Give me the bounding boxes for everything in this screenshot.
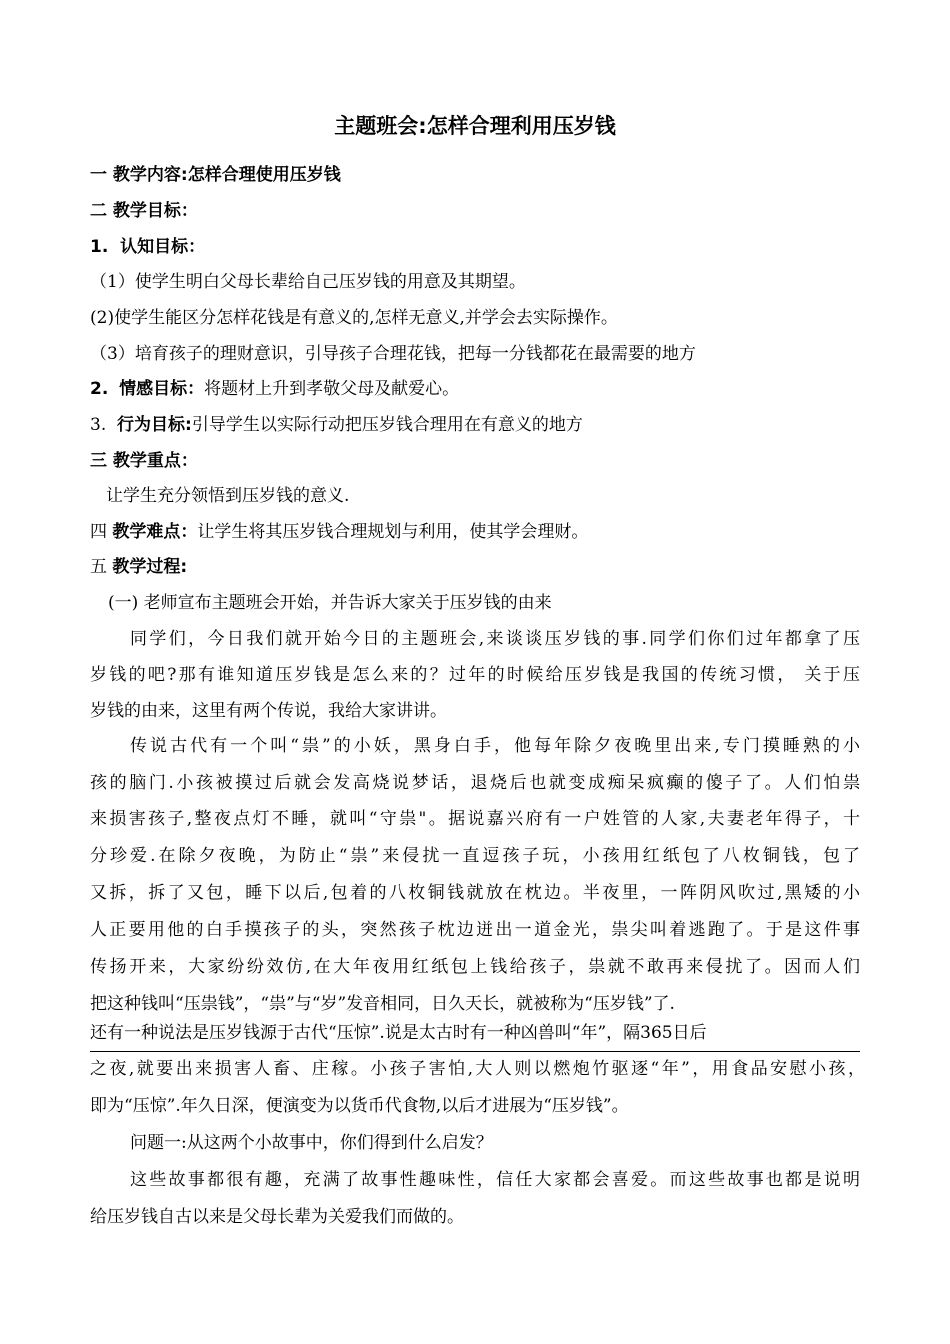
para2-line-4: 分珍爱.在除夕夜晚，为防止“祟”来侵扰一直逗孩子玩，小孩用红纸包了八枚铜钱，包了 — [90, 846, 860, 866]
para4-line-1: 这些故事都很有趣，充满了故事性趣味性，信任大家都会喜爱。而这些故事也都是说明 — [130, 1170, 860, 1190]
process-step-1: (一) 老师宣布主题班会开始，并告诉大家关于压岁钱的由来 — [108, 593, 552, 613]
para2-line-5: 又拆，拆了又包，睡下以后,包着的八枚铜钱就放在枕边。半夜里，一阵阴风吹过,黑矮的小 — [90, 883, 860, 903]
para2-line-2: 孩的脑门.小孩被摸过后就会发高烧说梦话，退烧后也就变成痴呆疯癫的傻子了。人们怕祟 — [90, 773, 860, 793]
goal-item-1: （1）使学生明白父母长辈给自己压岁钱的用意及其期望。 — [90, 272, 526, 292]
para2-line-8: 把这种钱叫“压祟钱”，“祟”与“岁”发音相同，日久天长，就被称为“压岁钱”了. — [90, 994, 675, 1014]
section-process: 五 教学过程: — [90, 557, 188, 577]
para2-line-1: 传说古代有一个叫“祟”的小妖，黑身白手，他每年除夕夜晚里出来,专门摸睡熟的小 — [130, 736, 860, 756]
para3-line-2: 之夜,就要出来损害人畜、庄稼。小孩子害怕,大人则以燃炮竹驱逐“年”，用食品安慰小孩， — [90, 1059, 865, 1079]
para2-line-7: 传扬开来，大家纷纷效仿,在大年夜用红纸包上钱给孩子，祟就不敢再来侵扰了。因而人们 — [90, 957, 860, 977]
goal-item-3: （3）培育孩子的理财意识，引导孩子合理花钱，把每一分钱都花在最需要的地方 — [90, 344, 696, 364]
goal-cognitive-heading: 1. 认知目标： — [90, 237, 206, 257]
goal-behavioral: 3. 行为目标:引导学生以实际行动把压岁钱合理用在有意义的地方 — [90, 415, 583, 435]
question-1: 问题一:从这两个小故事中，你们得到什么启发？ — [130, 1133, 493, 1153]
para1-line-1: 同学们，今日我们就开始今日的主题班会,来谈谈压岁钱的事.同学们你们过年都拿了压 — [130, 629, 860, 649]
section-key-point: 三 教学重点： — [90, 451, 198, 471]
para1-line-2: 岁钱的吧?那有谁知道压岁钱是怎么来的？过年的时候给压岁钱是我国的传统习惯， 关于压 — [90, 665, 860, 685]
goal-item-2: (2)使学生能区分怎样花钱是有意义的,怎样无意义,并学会去实际操作。 — [90, 308, 618, 328]
key-point-text: 让学生充分领悟到压岁钱的意义. — [106, 486, 350, 506]
para3-line-3: 即为“压惊”.年久日深，便演变为以货币代食物,以后才进展为“压岁钱”。 — [90, 1096, 629, 1116]
para1-line-3: 岁钱的由来，这里有两个传说，我给大家讲讲。 — [90, 701, 447, 721]
document-title: 主题班会:怎样合理利用压岁钱 — [334, 114, 616, 138]
para2-line-3: 来损害孩子,整夜点灯不睡，就叫“守祟"。据说嘉兴府有一户姓管的人家,夫妻老年得子，十 — [90, 809, 860, 829]
section-teaching-goals: 二 教学目标： — [90, 201, 198, 221]
para3-line-1: 还有一种说法是压岁钱源于古代“压惊”.说是太古时有一种凶兽叫“年”，隔365日后 — [90, 1023, 707, 1043]
para4-line-2: 给压岁钱自古以来是父母长辈为关爱我们而做的。 — [90, 1207, 464, 1227]
goal-emotional: 2. 情感目标：将题材上升到孝敬父母及献爱心。 — [90, 379, 460, 399]
section-teaching-content: 一 教学内容:怎样合理使用压岁钱 — [90, 165, 341, 185]
section-difficulty: 四 教学难点：让学生将其压岁钱合理规划与利用，使其学会理财。 — [90, 522, 589, 542]
para2-line-6: 人正要用他的白手摸孩子的头，突然孩子枕边迸出一道金光，祟尖叫着逃跑了。于是这件事 — [90, 920, 860, 940]
